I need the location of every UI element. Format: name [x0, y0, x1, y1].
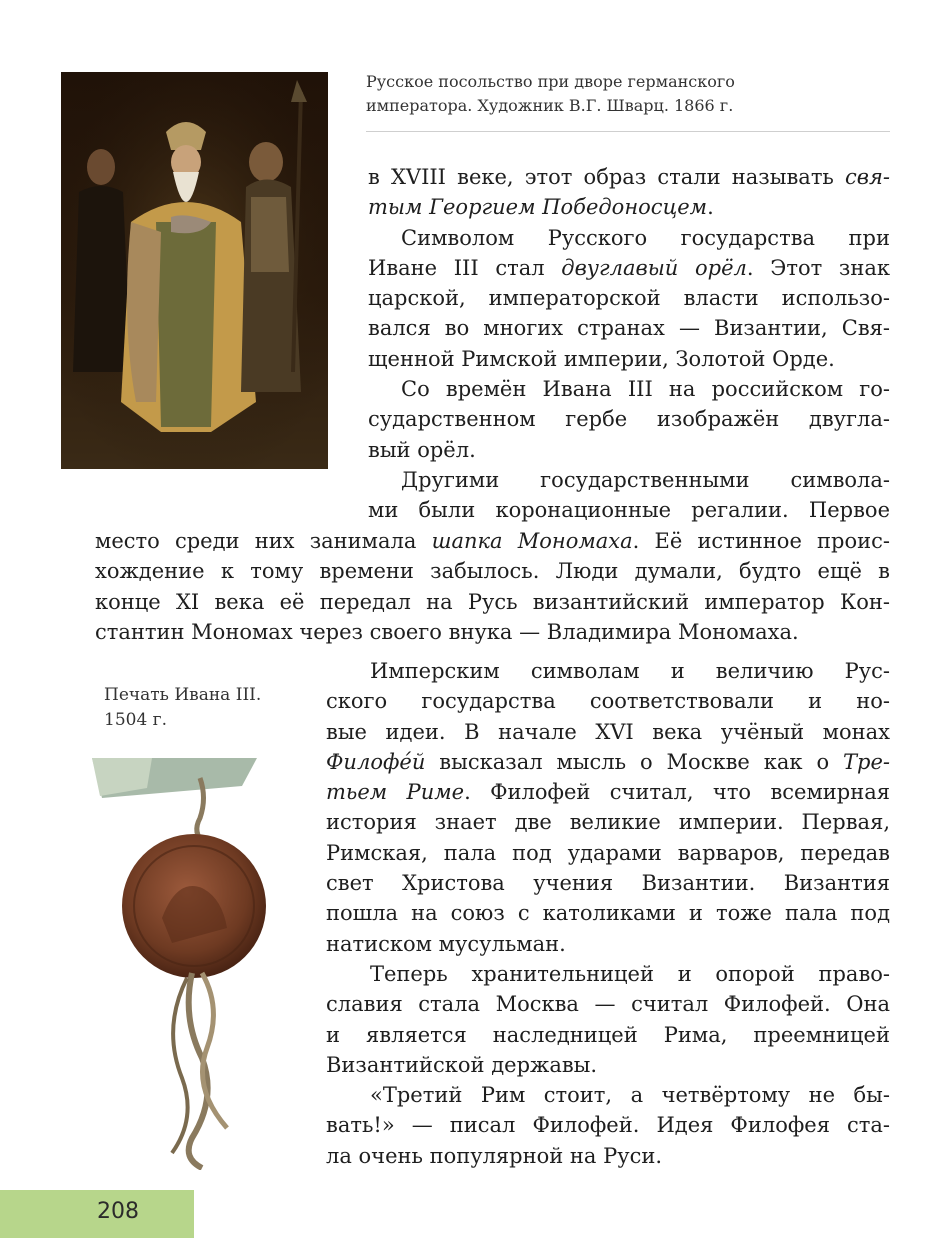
- text-line: ского государства соответствовали и но-: [326, 689, 890, 714]
- text-line: царской, императорской власти использо-: [368, 286, 890, 311]
- text-line: щенной Римской империи, Золотой Орде.: [368, 346, 835, 371]
- text-line: славия стала Москва — считал Филофей. Она: [326, 992, 890, 1017]
- text-line: вый орёл.: [368, 437, 476, 462]
- text-run: место среди них занимала: [95, 529, 432, 553]
- text-line: вать!» — писал Филофей. Идея Филофея ста-: [326, 1113, 890, 1138]
- text-line: вые идеи. В начале XVI века учёный монах: [326, 719, 890, 744]
- text-run: . Её истинное проис-: [632, 529, 890, 553]
- text-line: и является наследницей Рима, преемницей: [326, 1022, 890, 1047]
- italic-term: свя-: [845, 165, 890, 189]
- text-line: стантин Мономах через своего внука — Владимира Мономаха.: [95, 619, 799, 644]
- text-block-full: [95, 526, 890, 647]
- text-line: Имперским символам и величию Рус-: [370, 659, 890, 683]
- text-run: .: [707, 195, 714, 220]
- text-line: [368, 253, 890, 283]
- painting-caption: [366, 70, 890, 118]
- text-line: Другими государственными символа-: [401, 467, 890, 492]
- text-line: Символом Русского государства при: [401, 225, 890, 250]
- painting-illustration: [61, 72, 328, 469]
- italic-term: Тре-: [843, 749, 890, 774]
- caption-line: Русское посольство при дворе германского: [366, 72, 735, 91]
- text-line: [368, 162, 890, 192]
- text-line: Римская, пала под ударами варваров, передав: [326, 840, 890, 865]
- italic-term: шапка Мономаха: [431, 529, 633, 553]
- text-run: . Этот знак: [746, 255, 890, 280]
- page-number: 208: [97, 1199, 139, 1224]
- seal-illustration: [92, 758, 294, 1170]
- text-line: [95, 526, 890, 556]
- text-line: сударственном гербе изображён двугла-: [368, 407, 890, 432]
- text-run: Иване III стал: [368, 255, 562, 280]
- text-run: . Филофей считал, что всемирная: [464, 780, 890, 805]
- text-block-upper: [368, 162, 890, 526]
- text-line: Со времён Ивана III на российском го-: [401, 377, 890, 402]
- caption-divider: [366, 131, 890, 132]
- text-line: [326, 777, 890, 807]
- italic-term: тьем Риме: [326, 780, 465, 805]
- text-line: хождение к тому времени забылось. Люди думали, будто ещё в: [95, 559, 890, 584]
- text-line: ми были коронационные регалии. Первое: [368, 498, 890, 523]
- text-line: [326, 747, 890, 777]
- caption-line: императора. Художник В.Г. Шварц. 1866 г.: [366, 96, 734, 115]
- text-line: конце XI века её передал на Русь византийский император Кон-: [95, 589, 890, 614]
- text-line: пошла на союз с католиками и тоже пала под: [326, 901, 890, 926]
- caption-line: 1504 г.: [104, 710, 167, 730]
- text-line: ла очень популярной на Руси.: [326, 1143, 663, 1168]
- text-line: Византийской державы.: [326, 1052, 598, 1077]
- text-line: «Третий Рим стоит, а четвёртому не бы-: [370, 1083, 890, 1108]
- italic-term: тым Георгием Победоносцем: [368, 195, 708, 220]
- text-line: [368, 192, 890, 222]
- text-run: в XVIII веке, этот образ стали называть: [368, 165, 846, 189]
- text-line: история знает две великие империи. Первая,: [326, 810, 890, 835]
- text-line: вался во многих странах — Византии, Свя-: [368, 316, 890, 341]
- text-line: Теперь хранительницей и опорой право-: [370, 961, 890, 986]
- text-block-lower: [326, 656, 890, 1171]
- caption-line: Печать Ивана III.: [104, 685, 262, 705]
- text-line: свет Христова учения Византии. Византия: [326, 871, 890, 896]
- italic-term: Филофе́й: [326, 749, 426, 774]
- italic-term: двуглавый орёл: [561, 255, 747, 280]
- seal-caption: [104, 683, 304, 733]
- text-run: высказал мысль о Москве как о: [425, 749, 844, 774]
- seal-photo: [92, 758, 294, 1170]
- text-line: натиском мусульман.: [326, 931, 566, 956]
- painting-embassy: [61, 72, 328, 469]
